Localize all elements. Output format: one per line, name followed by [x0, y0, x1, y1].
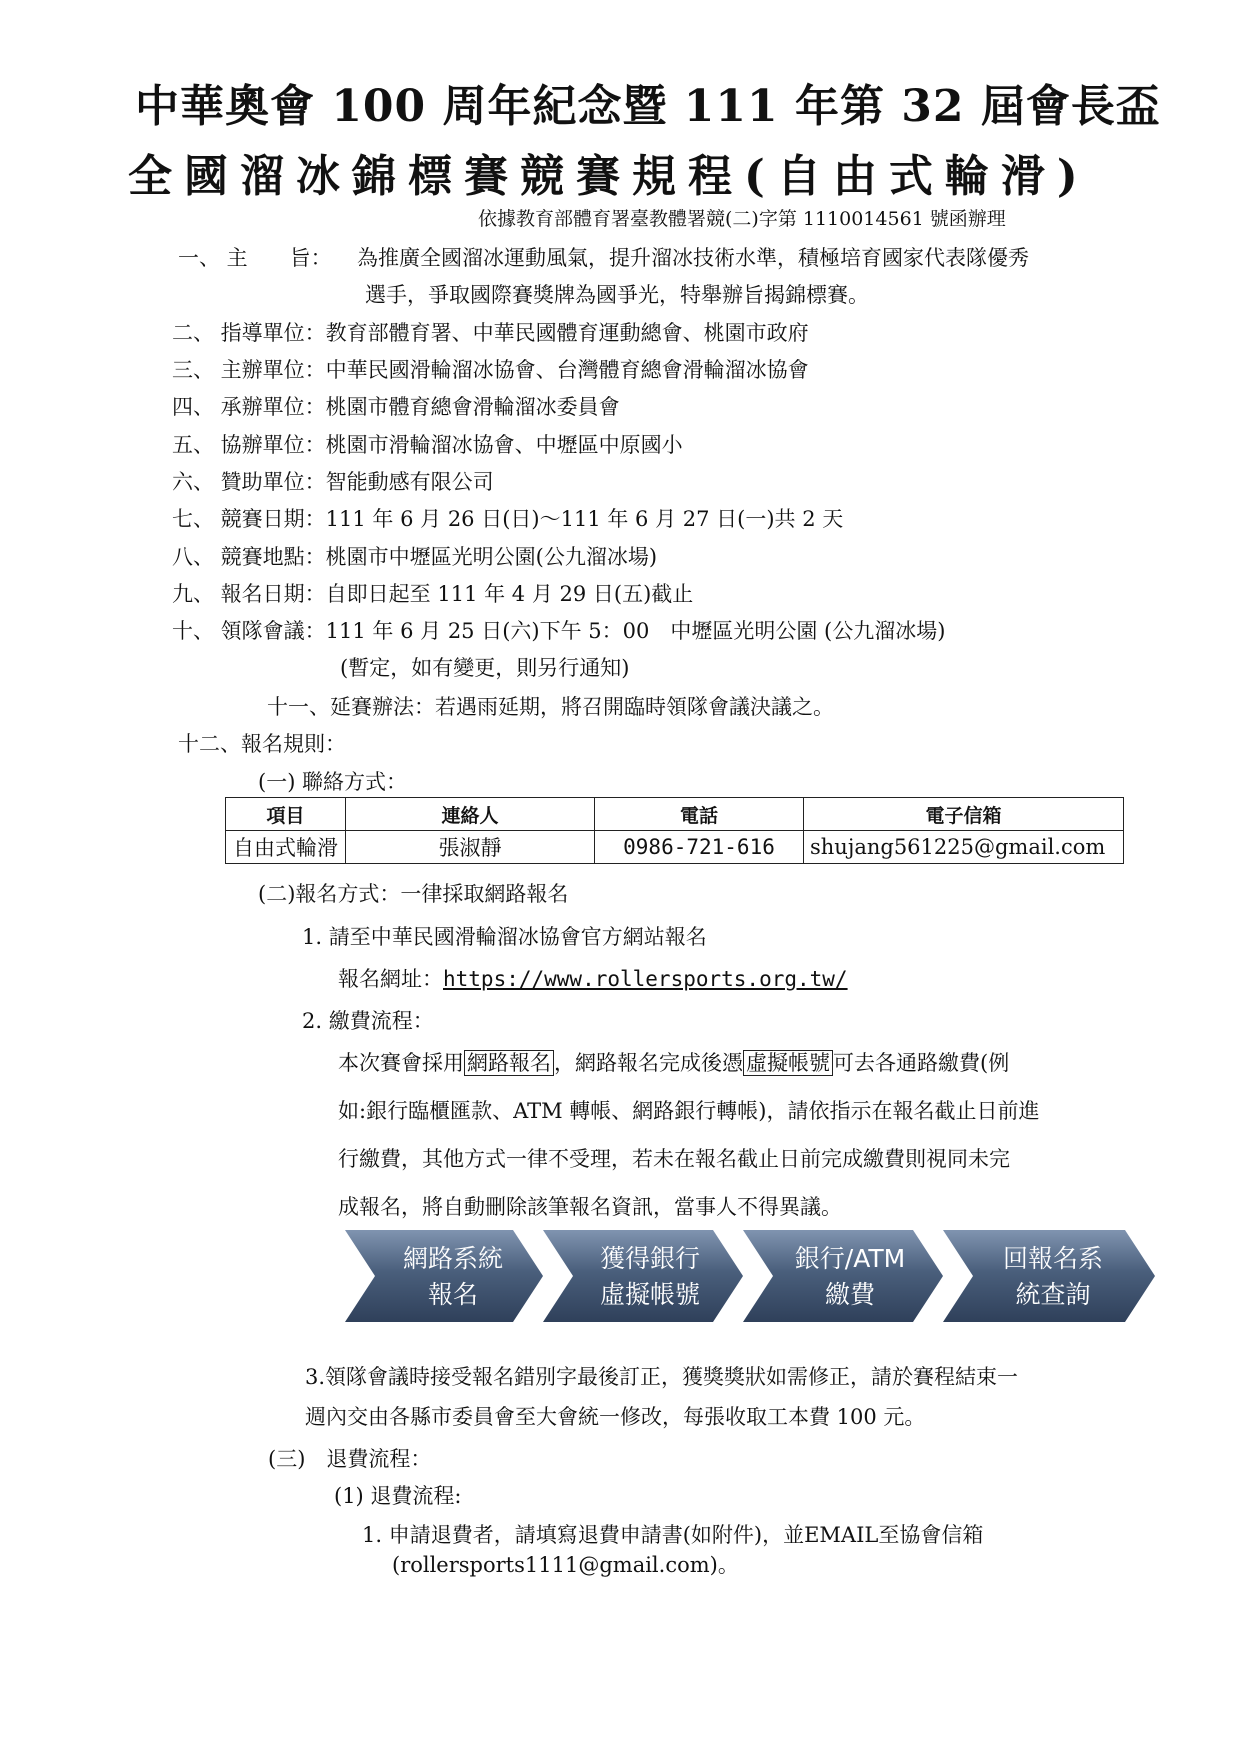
section-8: 八、 競賽地點：桃園市中壢區光明公園(公九溜冰場) — [172, 545, 658, 569]
flow-step-4 — [943, 1230, 1155, 1322]
document-title-line2: 全國溜冰錦標賽競賽規程(自由式輪滑) — [128, 151, 1090, 202]
flow-step-2 — [543, 1230, 743, 1322]
section-10-note: (暫定，如有變更，則另行通知) — [340, 656, 630, 680]
payment-text-d: 成報名，將自動刪除該筆報名資訊，當事人不得異議。 — [338, 1195, 842, 1219]
section-1-text-b: 選手，爭取國際賽獎牌為國爭光，特舉辦旨揭錦標賽。 — [365, 283, 869, 307]
corrections-text-a: 3.領隊會議時接受報名錯別字最後訂正，獲獎獎狀如需修正，請於賽程結束一 — [305, 1365, 1019, 1389]
registration-method: (二)報名方式：一律採取網路報名 — [258, 882, 569, 906]
flow-step-4-line1: 回報名系 — [1002, 1244, 1104, 1273]
contact-table-header-row — [226, 798, 1124, 831]
flow-step-2-line1: 獲得銀行 — [599, 1244, 701, 1273]
registration-url-label: 報名網址： — [338, 967, 443, 991]
section-12: 十二、報名規則： — [178, 732, 346, 756]
contact-cell-item: 自由式輪滑 — [226, 831, 346, 864]
contact-table-row — [226, 831, 1124, 864]
contact-heading: (一) 聯絡方式： — [258, 770, 408, 794]
contact-col-item: 項目 — [226, 798, 346, 831]
refund-subheading: (1) 退費流程: — [334, 1484, 462, 1508]
section-2: 二、 指導單位：教育部體育署、中華民國體育運動總會、桃園市政府 — [172, 321, 809, 345]
virtual-account-box: 虛擬帳號 — [743, 1050, 833, 1076]
flow-step-3-line2: 繳費 — [824, 1280, 876, 1309]
payment-text-a-post: 可去各通路繳費(例 — [833, 1051, 1010, 1075]
flow-step-4-line2: 統查詢 — [1015, 1280, 1091, 1309]
payment-text-a-mid: ，網路報名完成後憑 — [554, 1051, 743, 1075]
corrections-text-b: 週內交由各縣市委員會至大會統一修改，每張收取工本費 100 元。 — [305, 1405, 926, 1429]
payment-text-a — [338, 1047, 1009, 1077]
section-3: 三、 主辦單位：中華民國滑輪溜冰協會、台灣體育總會滑輪溜冰協會 — [172, 358, 809, 382]
flow-step-3 — [743, 1230, 943, 1322]
payment-flow-diagram — [345, 1228, 1160, 1324]
contact-cell-person: 張淑靜 — [346, 831, 595, 864]
registration-url-row — [338, 963, 848, 993]
contact-cell-phone: 0986-721-616 — [595, 831, 804, 864]
payment-text-a-pre: 本次賽會採用 — [338, 1051, 464, 1075]
refund-heading: (三) 退費流程： — [268, 1447, 432, 1471]
registration-item-1: 1. 請至中華民國滑輪溜冰協會官方網站報名 — [302, 925, 707, 949]
flow-step-2-line2: 虛擬帳號 — [599, 1280, 701, 1309]
section-9: 九、 報名日期：自即日起至 111 年 4 月 29 日(五)截止 — [172, 582, 694, 606]
section-11: 十一、延賽辦法：若遇雨延期，將召開臨時領隊會議決議之。 — [267, 695, 834, 719]
contact-cell-email: shujang561225@gmail.com — [804, 831, 1124, 864]
section-1-text-a: 為推廣全國溜冰運動風氣，提升溜冰技術水準，積極培育國家代表隊優秀 — [357, 246, 1029, 270]
contact-col-phone: 電話 — [595, 798, 804, 831]
contact-col-email: 電子信箱 — [804, 798, 1124, 831]
flow-step-3-line1: 銀行/ATM — [794, 1244, 906, 1273]
contact-col-person: 連絡人 — [346, 798, 595, 831]
section-6: 六、 贊助單位：智能動感有限公司 — [172, 470, 494, 494]
flow-step-1-line2: 報名 — [427, 1280, 479, 1309]
flow-step-1-line1: 網路系統 — [402, 1244, 504, 1273]
section-10: 十、 領隊會議：111 年 6 月 25 日(六)下午 5：00 中壢區光明公園 (公九溜冰場) — [172, 619, 946, 643]
online-registration-box: 網路報名 — [464, 1050, 554, 1076]
flow-step-1 — [345, 1230, 543, 1322]
document-title-line1: 中華奧會 100 周年紀念暨 111 年第 32 屆會長盃 — [135, 81, 1161, 132]
refund-item-1b: (rollersports1111@gmail.com)。 — [392, 1553, 739, 1577]
section-7: 七、 競賽日期：111 年 6 月 26 日(日)～111 年 6 月 27 日(一)共 2 天 — [172, 507, 844, 531]
contact-table — [225, 797, 1124, 864]
section-4: 四、 承辦單位：桃園市體育總會滑輪溜冰委員會 — [172, 395, 620, 419]
payment-text-b: 如:銀行臨櫃匯款、ATM 轉帳、網路銀行轉帳)，請依指示在報名截止日前進 — [338, 1099, 1040, 1123]
refund-item-1a: 1. 申請退費者，請填寫退費申請書(如附件)，並EMAIL至協會信箱 — [362, 1523, 984, 1547]
registration-url-link[interactable]: https://www.rollersports.org.tw/ — [443, 967, 848, 991]
payment-text-c: 行繳費，其他方式一律不受理，若未在報名截止日前完成繳費則視同未完 — [338, 1147, 1010, 1171]
document-basis: 依據教育部體育署臺教體署競(二)字第 1110014561 號函辦理 — [478, 208, 1006, 230]
registration-item-2: 2. 繳費流程： — [302, 1009, 434, 1033]
section-1-label: 一、 主 旨： — [178, 246, 332, 270]
section-5: 五、 協辦單位：桃園市滑輪溜冰協會、中壢區中原國小 — [172, 433, 683, 457]
